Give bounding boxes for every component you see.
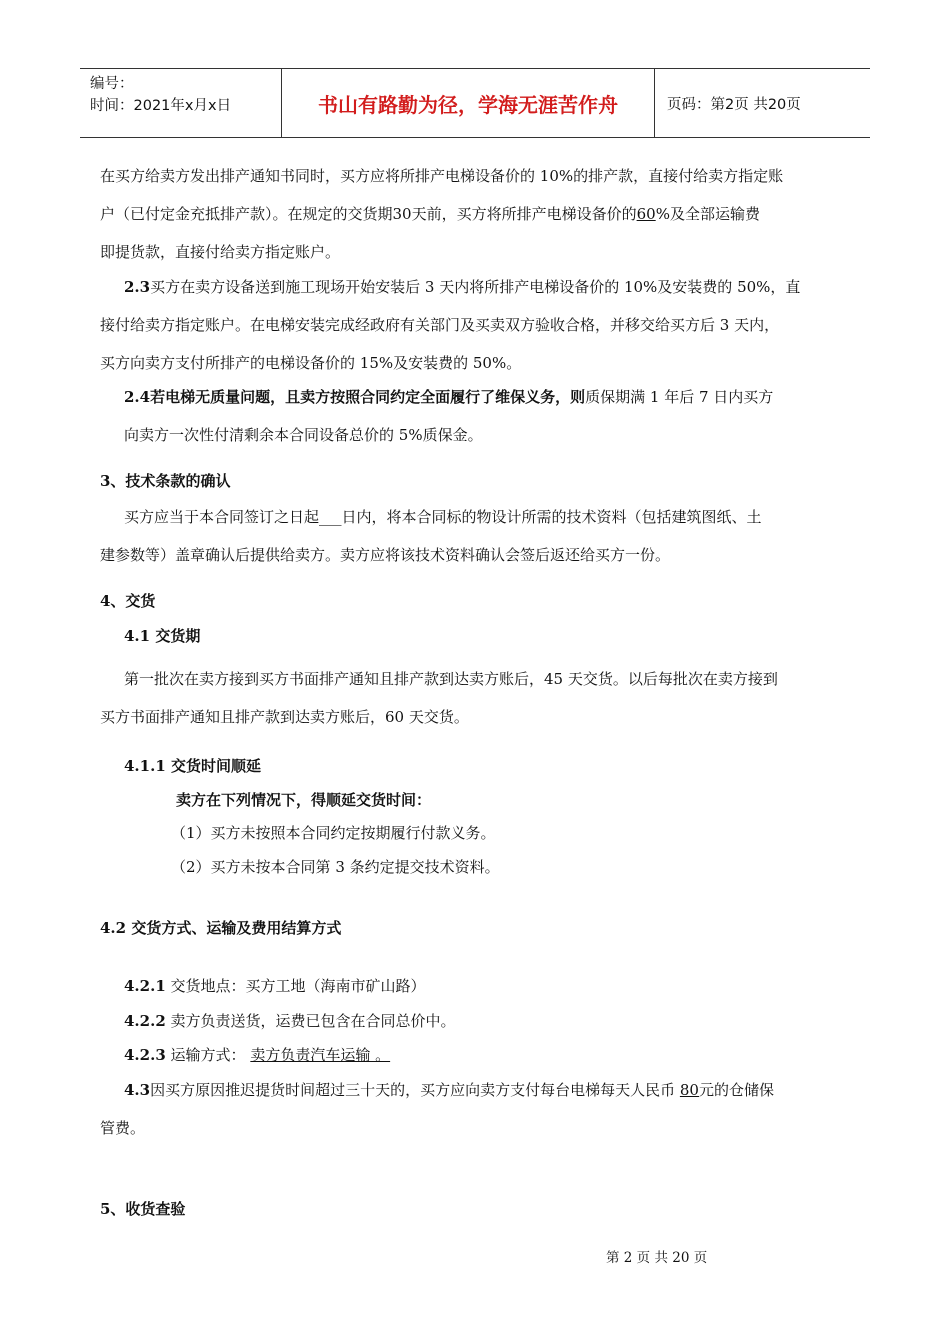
postpone-intro: 卖方在下列情况下，得顺延交货时间： bbox=[176, 791, 432, 809]
para-line: 买方书面排产通知且排产款到达卖方账后，60 天交货。 bbox=[100, 708, 469, 726]
percent-value: 60 bbox=[636, 205, 656, 223]
doc-number-label: 编号： bbox=[90, 76, 134, 92]
para-line: 在买方给卖方发出排产通知书同时，买方应将所排产电梯设备价的 10%的排产款，直接付给卖方指定账 bbox=[100, 167, 784, 185]
para-line: 即提货款，直接付给卖方指定账户。 bbox=[100, 243, 341, 261]
clause-4-2-2-line: 4.2.2 卖方负责送货，运费已包含在合同总价中。 bbox=[124, 1012, 456, 1030]
clause-4-3-line: 4.3因买方原因推迟提货时间超过三十天的，买方应向卖方支付每台电梯每天人民币 80元的仓储保 bbox=[124, 1081, 774, 1099]
page-footer: 第 2 页 共 20 页 bbox=[606, 1250, 708, 1266]
subsection-4-1-1-title: 4.1.1 交货时间顺延 bbox=[124, 757, 261, 775]
para-line: 向卖方一次性付清剩余本合同设备总价的 5%质保金。 bbox=[124, 426, 483, 444]
clause-2-3-line: 2.3买方在卖方设备送到施工现场开始安装后 3 天内将所排产电梯设备价的 10%及安装费的 50%，直 bbox=[124, 278, 801, 296]
clause-number: 2.3 bbox=[124, 278, 151, 296]
clause-2-4-line: 2.4若电梯无质量问题，且卖方按照合同约定全面履行了维保义务，则质保期满 1 年后 7 日内买方 bbox=[124, 388, 774, 406]
section-4-title: 4、交货 bbox=[100, 592, 156, 610]
header-meta-cell bbox=[80, 69, 282, 137]
clause-4-2-1-line: 4.2.1 交货地点：买方工地（海南市矿山路） bbox=[124, 977, 426, 995]
para-line: 买方向卖方支付所排产的电梯设备价的 15%及安装费的 50%。 bbox=[100, 354, 522, 372]
list-item: （2）买方未按本合同第 3 条约定提交技术资料。 bbox=[171, 858, 500, 876]
clause-4-2-3-line: 4.2.3 运输方式： 卖方负责汽车运输 。 bbox=[124, 1046, 391, 1064]
para-line: 管费。 bbox=[100, 1119, 146, 1137]
list-item: （1）买方未按照本合同约定按期履行付款义务。 bbox=[171, 824, 496, 842]
header-motto: 书山有路勤为径，学海无涯苦作舟 bbox=[282, 69, 655, 137]
storage-fee-amount: 80 bbox=[679, 1081, 699, 1099]
para-line: 接付给卖方指定账户。在电梯安装完成经政府有关部门及买卖双方验收合格，并移交给买方后 3 天内， bbox=[100, 316, 780, 334]
section-5-title: 5、收货查验 bbox=[100, 1200, 186, 1218]
clause-number: 2.4 bbox=[124, 388, 151, 406]
subsection-4-1-title: 4.1 交货期 bbox=[124, 627, 201, 645]
para-line: 建参数等）盖章确认后提供给卖方。卖方应将该技术资料确认会签后返还给买方一份。 bbox=[100, 546, 671, 564]
para-line: 第一批次在卖方接到买方书面排产通知且排产款到达卖方账后，45 天交货。以后每批次在卖方接到 bbox=[124, 670, 778, 688]
section-3-title: 3、技术条款的确认 bbox=[100, 472, 231, 490]
page-header bbox=[80, 68, 870, 138]
transport-method-value: 卖方负责汽车运输 。 bbox=[250, 1046, 391, 1064]
days-blank: ___ bbox=[319, 508, 342, 526]
para-line: 买方应当于本合同签订之日起___日内，将本合同标的物设计所需的技术资料（包括建筑图纸、土 bbox=[124, 508, 762, 526]
subsection-4-2-title: 4.2 交货方式、运输及费用结算方式 bbox=[100, 919, 342, 937]
date-line: 时间：2021年x月x日 bbox=[90, 98, 232, 114]
header-page-info: 页码：第2页 共20页 bbox=[667, 96, 801, 113]
para-line: 户（已付定金充抵排产款）。在规定的交货期30天前，买方将所排产电梯设备价的60%及全部运输费 bbox=[100, 205, 760, 223]
